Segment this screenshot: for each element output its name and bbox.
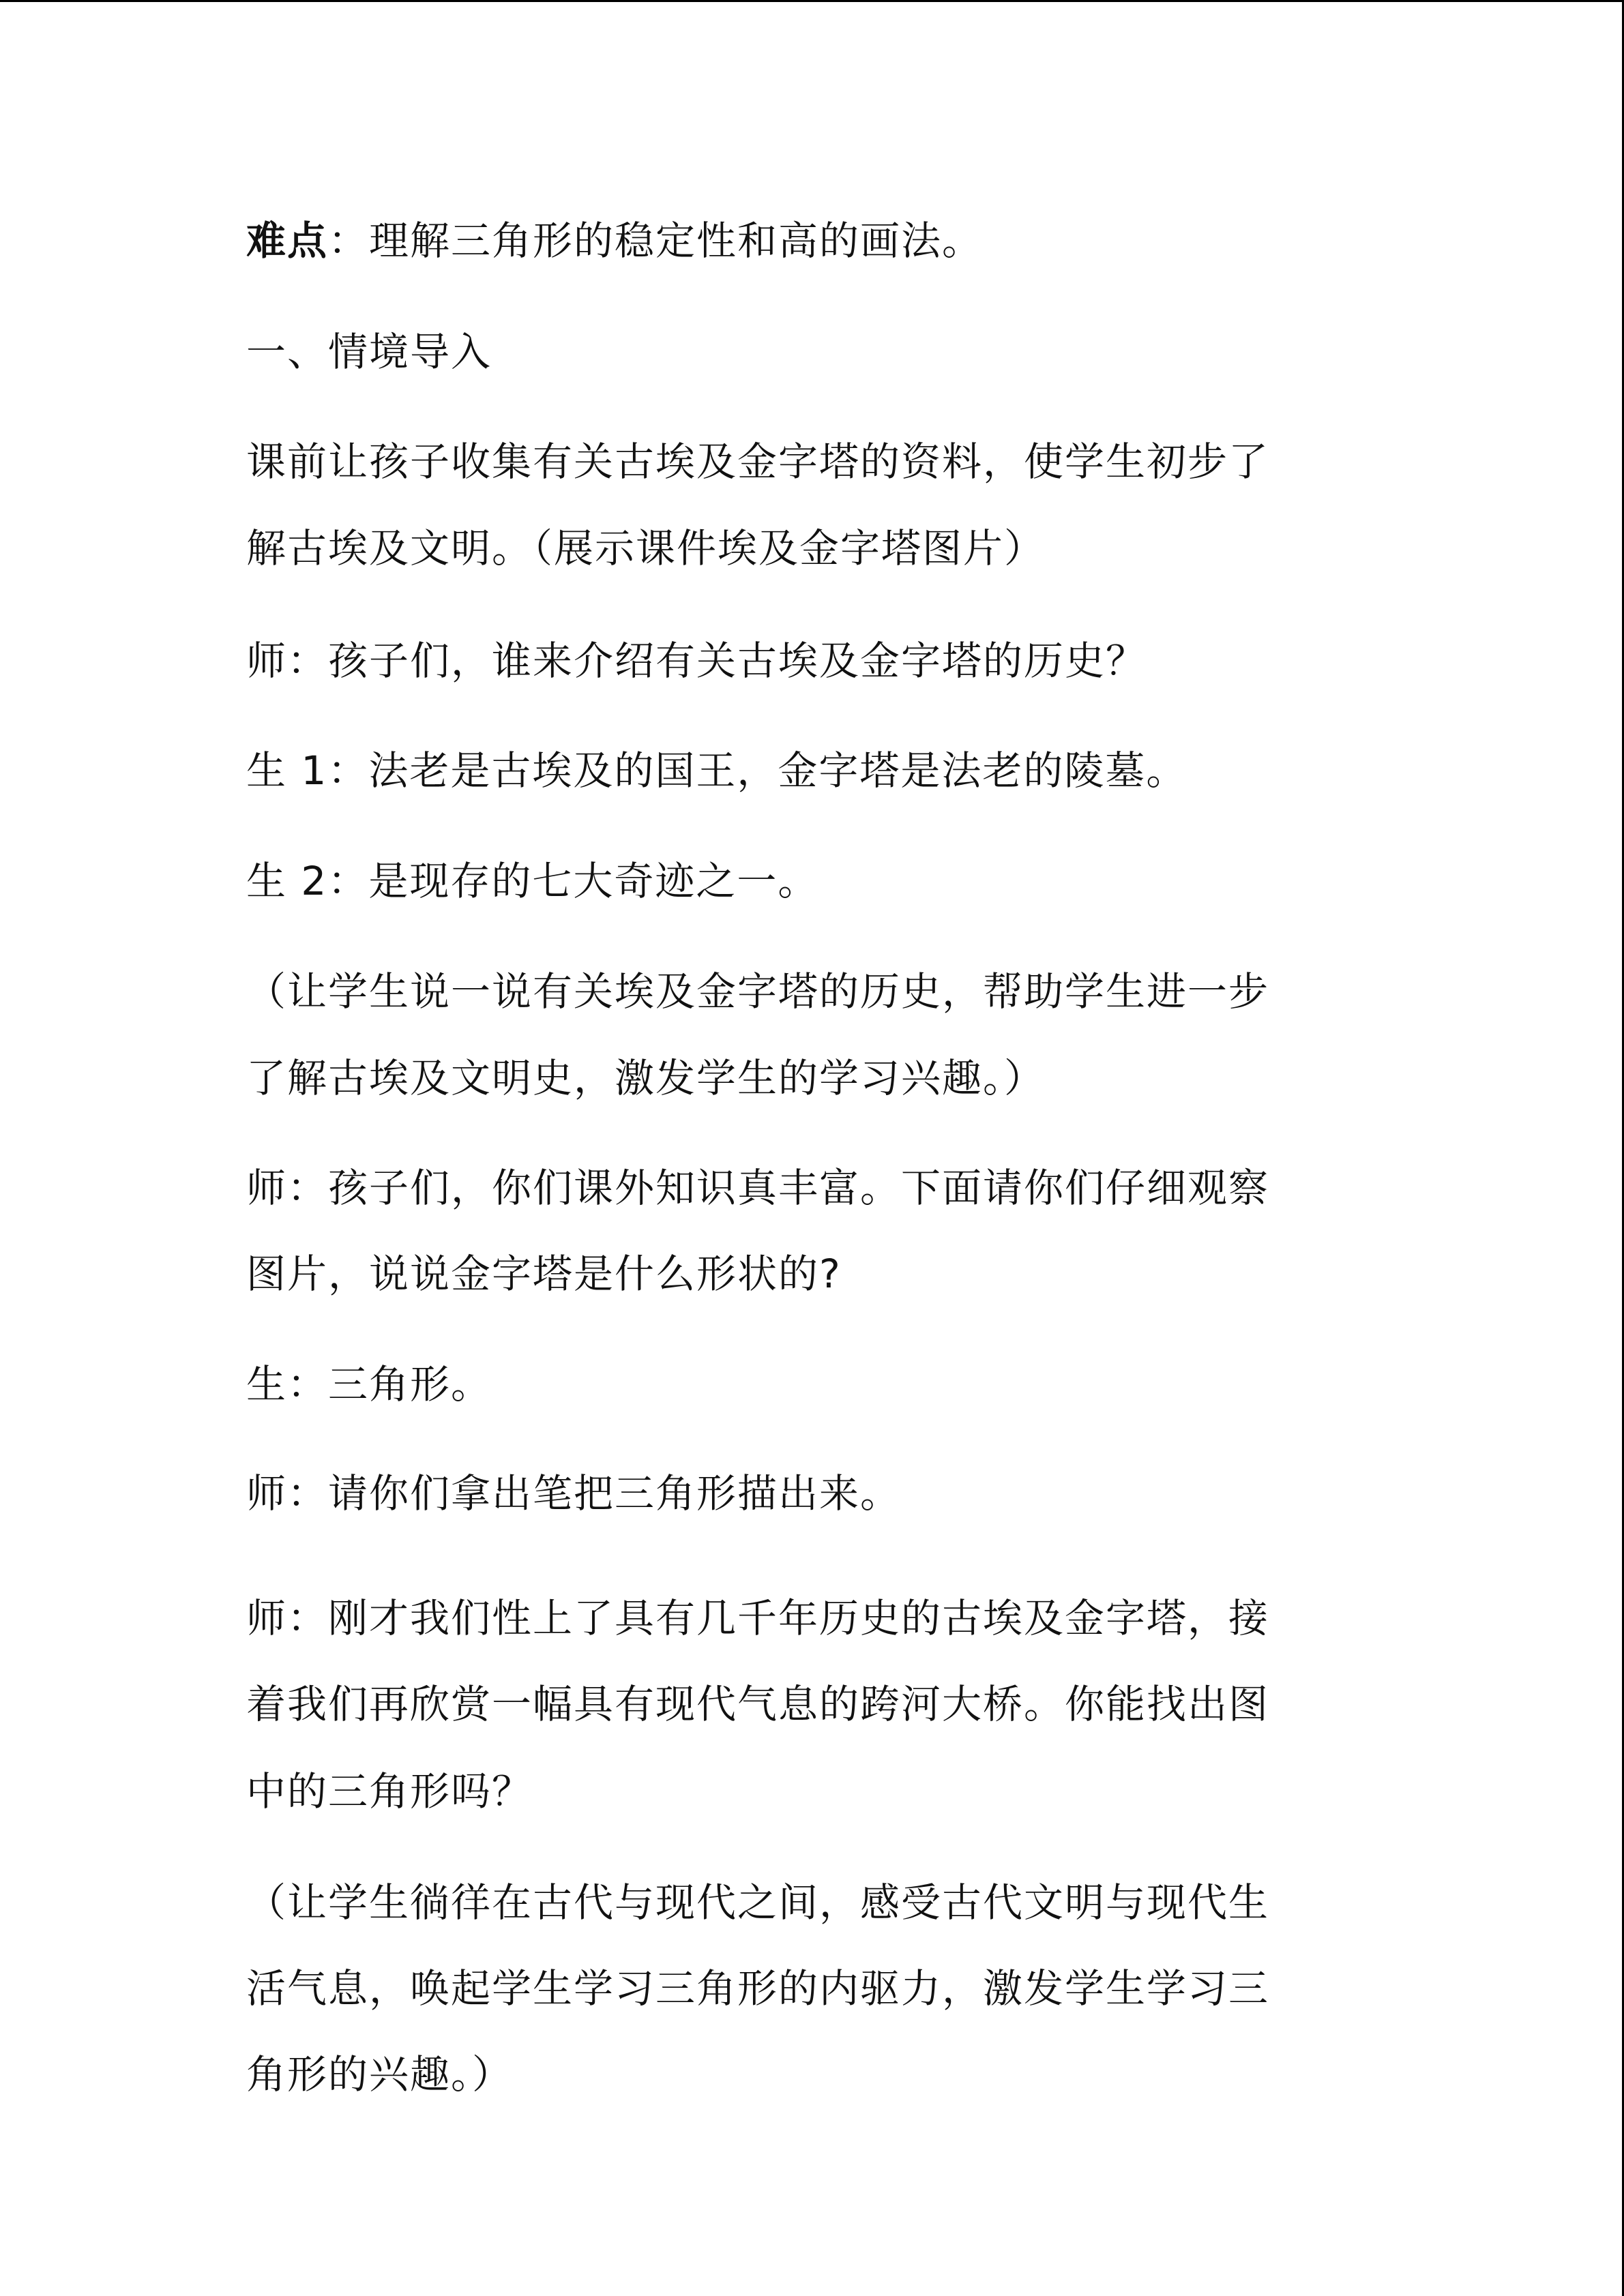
- dialogue-line: 生：三角形。: [246, 1361, 492, 1407]
- dialogue-line: 图片，说说金字塔是什么形状的?: [246, 1251, 842, 1297]
- paragraph-line: 解古埃及文明。（展示课件埃及金字塔图片）: [246, 525, 1046, 571]
- note-line: 活气息，唤起学生学习三角形的内驱力，激发学生学习三: [246, 1965, 1270, 2012]
- dialogue-line: 师：孩子们，你们课外知识真丰富。下面请你们仔细观察: [246, 1165, 1270, 1211]
- section-heading: 一、情境导入: [246, 329, 492, 375]
- dialogue-line: 师：刚才我们性上了具有几千年历史的古埃及金字塔，接: [246, 1595, 1270, 1641]
- note-line: （让学生徜徉在古代与现代之间，感受古代文明与现代生: [246, 1879, 1270, 1926]
- paragraph-line: 课前让孩子收集有关古埃及金字塔的资料，使学生初步了: [246, 438, 1270, 485]
- dialogue-line: 生 1：法老是古埃及的国王，金字塔是法老的陵墓。: [246, 747, 1187, 794]
- difficulty-label: 难点: [246, 218, 329, 264]
- dialogue-line: 着我们再欣赏一幅具有现代气息的跨河大桥。你能找出图: [246, 1681, 1270, 1727]
- dialogue-line: 师：请你们拿出笔把三角形描出来。: [246, 1470, 902, 1517]
- dialogue-line: 生 2：是现存的七大奇迹之一。: [246, 858, 819, 904]
- note-line: 了解古埃及文明史，激发学生的学习兴趣。）: [246, 1055, 1046, 1101]
- note-line: 角形的兴趣。）: [246, 2051, 514, 2098]
- dialogue-line: 师：孩子们，谁来介绍有关古埃及金字塔的历史？: [246, 638, 1147, 684]
- difficulty-text: ：理解三角形的稳定性和高的画法。: [328, 218, 984, 264]
- note-line: （让学生说一说有关埃及金字塔的历史，帮助学生进一步: [246, 968, 1270, 1015]
- difficulty-line: [246, 213, 1378, 268]
- dialogue-line: 中的三角形吗？: [246, 1768, 533, 1815]
